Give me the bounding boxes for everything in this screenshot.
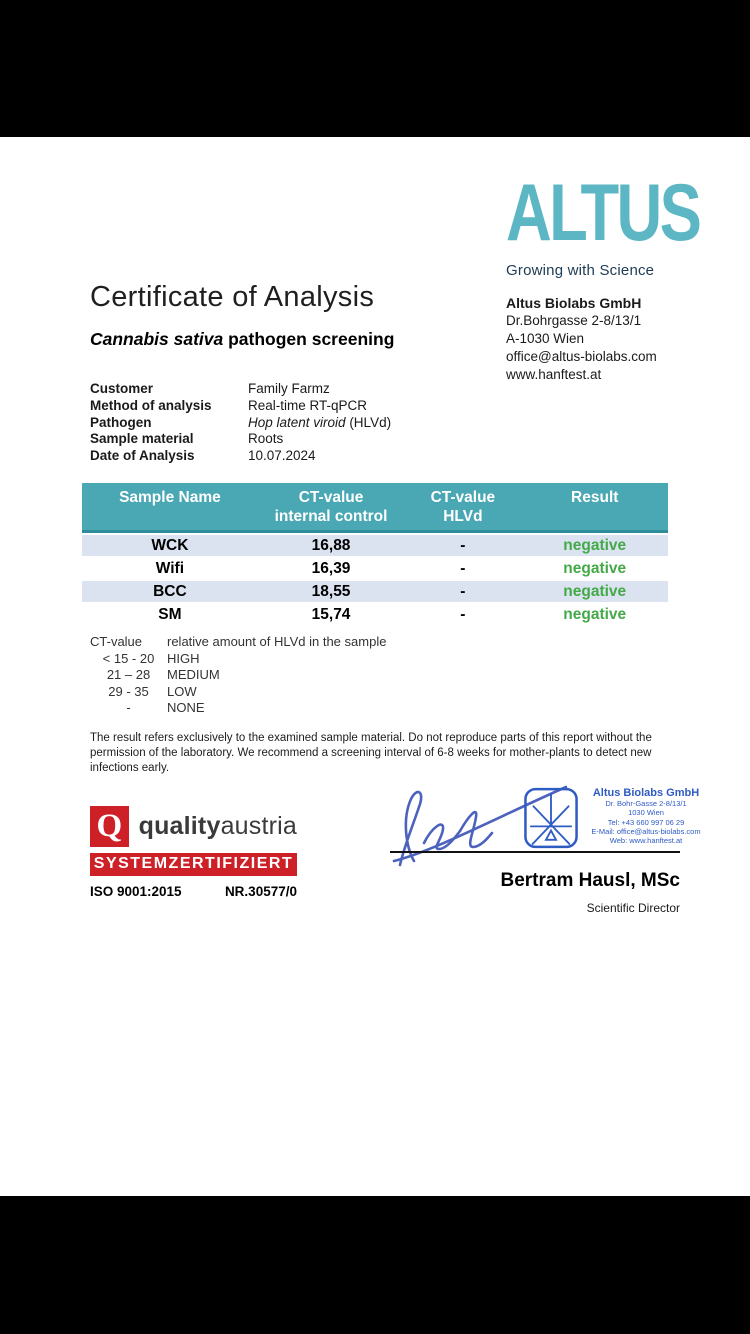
iso-number: ISO 9001:2015	[90, 884, 182, 899]
column-header-result: Result	[571, 489, 619, 506]
sample-name: SM	[158, 605, 182, 623]
ct-hlvd-value: -	[460, 605, 466, 623]
lab-stamp	[522, 787, 705, 849]
table-row	[82, 535, 668, 556]
info-row-customer	[90, 381, 391, 398]
info-label: Pathogen	[90, 414, 152, 430]
lab-address-line: A-1030 Wien	[506, 331, 585, 346]
signatory-block	[390, 870, 680, 915]
info-value: Family Farmz	[248, 381, 330, 396]
table-row	[82, 604, 668, 625]
page-title: Certificate of Analysis	[90, 281, 375, 313]
ct-hlvd-value: -	[460, 582, 466, 600]
pathogen-name: Hop latent viroid	[248, 414, 346, 430]
ct-internal-value: 15,74	[311, 605, 351, 623]
ct-hlvd-value: -	[460, 559, 466, 577]
analysis-info	[90, 381, 391, 465]
ct-value-legend	[90, 634, 386, 717]
quality-austria-wordmark: qualityaustria	[138, 812, 297, 840]
result-value: negative	[563, 582, 627, 600]
brand-tagline: Growing with Science	[506, 262, 655, 279]
result-value: negative	[563, 536, 627, 554]
info-row-method	[90, 398, 391, 415]
legend-row: - NONE	[126, 700, 205, 716]
legend-row: < 15 - 20 HIGH	[102, 650, 200, 666]
quality-austria-logo	[90, 805, 297, 848]
signatory-name: Bertram Hausl, MSc	[500, 870, 680, 891]
info-label: Method of analysis	[90, 397, 212, 413]
ct-internal-value: 16,39	[311, 559, 351, 577]
lab-email: office@altus-biolabs.com	[506, 349, 657, 364]
lab-brand-block	[506, 165, 716, 384]
ct-hlvd-value: -	[460, 536, 466, 554]
stamp-lab-name: Altus Biolabs GmbH	[592, 787, 700, 799]
info-value	[248, 415, 391, 432]
results-table	[82, 483, 668, 625]
lab-website: www.hanftest.at	[506, 367, 602, 382]
sample-name: Wifi	[155, 559, 185, 577]
column-header-ct-internal: CT-value internal control	[274, 489, 388, 525]
info-label: Customer	[90, 381, 154, 396]
column-header-ct-hlvd: CT-value HLVd	[430, 489, 496, 525]
info-row-date	[90, 448, 391, 465]
info-value: Roots	[248, 431, 284, 447]
legend-row: 21 – 28 MEDIUM	[106, 667, 220, 683]
certificate-page	[0, 137, 750, 1196]
info-label: Date of Analysis	[90, 448, 195, 464]
table-row	[82, 558, 668, 579]
lab-address	[506, 294, 716, 384]
disclaimer-text: The result refers exclusively to the examined sample material. Do not reproduce parts of this report without the permission of the laboratory. We recommend a screening interval of 6-8 weeks for mother-plants to detect new infections early.	[90, 732, 652, 774]
result-value: negative	[563, 559, 627, 577]
sample-name: BCC	[153, 582, 187, 600]
result-value: negative	[563, 605, 627, 623]
logo-row	[506, 165, 716, 259]
info-value: Real-time RT-qPCR	[248, 397, 368, 413]
pathogen-abbr: (HLVd)	[345, 414, 392, 430]
stamp-leaf-icon	[522, 787, 580, 849]
stamp-text: Altus Biolabs GmbH Dr. Bohr-Gasse 2-8/13/1 1030 Wien Tel: +43 660 997 06 29 E-Mail: office@altus-biolabs.com Web: www.hanftest.at	[587, 787, 705, 845]
iso-certification-row	[90, 884, 297, 899]
lab-address-line: Dr.Bohrgasse 2-8/13/1	[506, 313, 642, 328]
altus-wordmark: ALTUS	[506, 168, 700, 258]
info-label: Sample material	[90, 431, 194, 447]
sample-name: WCK	[151, 536, 189, 554]
info-value: 10.07.2024	[248, 448, 316, 464]
quality-austria-q-icon: Q	[90, 806, 129, 847]
legend-row: CT-value relative amount of HLVd in the sample	[90, 634, 387, 649]
legend-row: 29 - 35 LOW	[108, 683, 197, 699]
info-row-sample-material	[90, 431, 391, 448]
quality-austria-block	[90, 805, 297, 899]
lab-name: Altus Biolabs GmbH	[506, 295, 642, 311]
ct-internal-value: 16,88	[311, 536, 351, 554]
signature-line	[390, 851, 680, 853]
info-row-pathogen	[90, 415, 391, 432]
subtitle-rest: pathogen screening	[223, 329, 395, 349]
results-table-header	[82, 483, 668, 533]
certificate-number: NR.30577/0	[224, 884, 297, 899]
column-header-sample: Sample Name	[119, 489, 221, 506]
page-subtitle	[90, 329, 394, 350]
species-name: Cannabis sativa	[90, 329, 224, 349]
system-certified-banner: SYSTEMZERTIFIZIERT	[90, 853, 297, 876]
signatory-title: Scientific Director	[586, 901, 680, 915]
table-row	[82, 581, 668, 602]
ct-internal-value: 18,55	[311, 582, 351, 600]
